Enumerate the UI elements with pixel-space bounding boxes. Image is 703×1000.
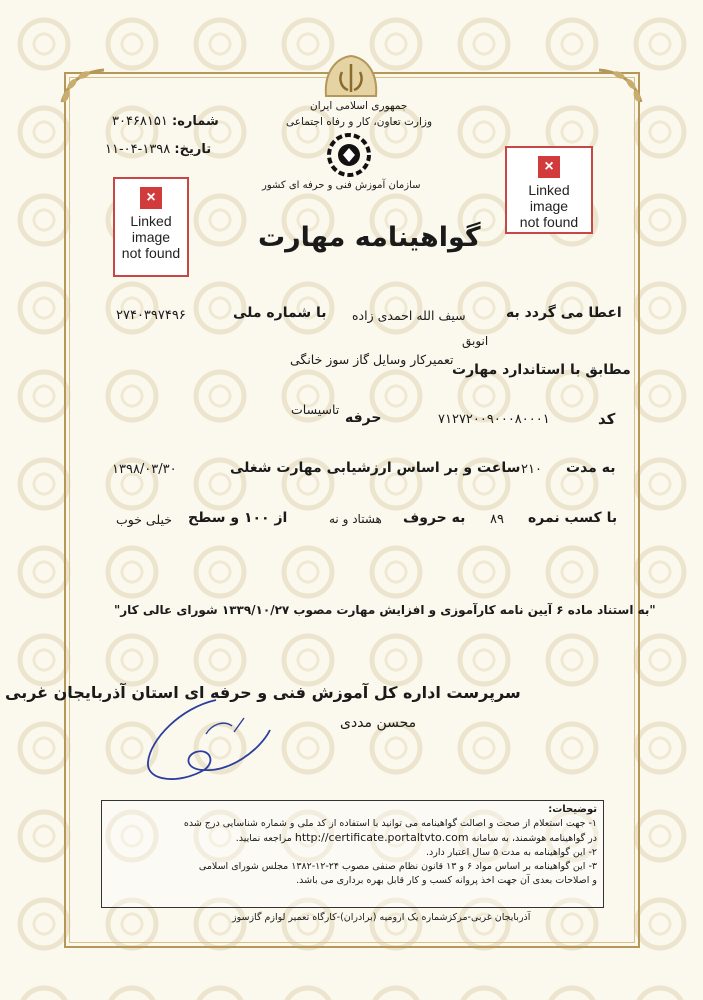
signatory-name: محسن مددی [340, 715, 417, 731]
broken-text-3: not found [519, 214, 579, 230]
awarded-to-label: اعطا می گردد به [506, 305, 622, 321]
notes-line-2b: مراجعه نمایید. [235, 833, 292, 844]
statute-line: "به استناد ماده ۶ آیین نامه کارآموزی و افزایش مهارت مصوب ۱۳۳۹/۱۰/۲۷ شورای عالی کار" [114, 603, 656, 617]
issuing-center: آذربایجان غربی-مرکزشماره یک ارومیه (برادران)-کارگاه تعمیر لوازم گازسوز [232, 912, 531, 923]
duration-label: به مدت [566, 460, 616, 476]
notes-line-3: ۲- این گواهینامه به مدت ۵ سال اعتبار دارد. [426, 847, 597, 858]
awarded-name-line2: انوبق [462, 334, 489, 348]
number-label: شماره: [172, 114, 219, 129]
tvto-logo-icon [325, 132, 373, 178]
broken-text-3: not found [121, 245, 181, 261]
header-organization: سازمان آموزش فنی و حرفه ای کشور [262, 180, 421, 191]
duration-value: ۲۱۰ [521, 462, 542, 477]
broken-image-icon: × [140, 187, 162, 209]
broken-photo-placeholder-left [113, 177, 189, 277]
national-id-value: ۲۷۴۰۳۹۷۴۹۶ [116, 308, 186, 323]
iran-emblem-icon [322, 52, 380, 100]
verification-url: http://certificate.portaltvto.com [294, 831, 469, 844]
notes-line-2a: در گواهینامه هوشمند، به سامانه [471, 833, 597, 844]
notes-line-1: ۱- جهت استعلام از صحت و اصالت گواهینامه می توانید با استفاده از کد ملی و شماره شناسایی درج شده [183, 818, 597, 829]
standard-label: مطابق با استاندارد مهارت [452, 362, 631, 378]
assessment-date: ۱۳۹۸/۰۳/۳۰ [112, 462, 177, 477]
certificate-number [112, 114, 219, 129]
code-label: کد [598, 410, 616, 428]
code-value: ۷۱۲۷۲۰۰۹۰۰۰۸۰۰۰۱ [438, 412, 550, 427]
letters-label: به حروف [403, 510, 466, 526]
standard-value: تعمیرکار وسایل گاز سوز خانگی [290, 352, 454, 367]
awarded-name: سیف الله احمدی زاده [352, 308, 466, 323]
score-value: ۸۹ [490, 512, 504, 527]
national-id-label: با شماره ملی [233, 305, 327, 321]
score-label: با کسب نمره [528, 510, 618, 526]
trade-label: حرفه [345, 410, 382, 426]
broken-text-1: Linked [528, 182, 570, 198]
date-value: ۱۳۹۸-۰۴-۱۱ [105, 142, 171, 157]
broken-image-icon: × [538, 156, 560, 178]
notes-line-4: ۳- این گواهینامه بر اساس مواد ۶ و ۱۳ قانون نظام صنفی مصوب ۲۴-۱۲-۱۳۸۲ مجلس شورای اسلامی [198, 861, 597, 872]
notes-line-5: و اصلاحات بعدی آن جهت اخذ پروانه کسب و کار قابل بهره برداری می باشد. [296, 875, 597, 886]
corner-ornament-left-icon [58, 64, 110, 108]
header-country: جمهوری اسلامی ایران [310, 100, 408, 112]
signatory-title: سرپرست اداره کل آموزش فنی و حرفه ای استان آذربایجان غربی [5, 683, 521, 702]
notes-line-2 [108, 831, 597, 846]
level-value: خیلی خوب [116, 512, 172, 527]
broken-photo-placeholder-right [505, 146, 593, 234]
corner-ornament-right-icon [593, 64, 645, 108]
broken-text-2: image [529, 198, 569, 214]
date-label: تاریخ: [174, 142, 212, 157]
header-ministry: وزارت تعاون، کار و رفاه اجتماعی [286, 116, 433, 128]
of-hundred-label: از ۱۰۰ و سطح [188, 510, 288, 526]
letters-value: هشتاد و نه [329, 512, 382, 526]
trade-value: تاسیسات [291, 402, 340, 417]
notes-box [101, 800, 604, 908]
certificate-date [105, 142, 211, 157]
broken-text-2: image [131, 229, 171, 245]
notes-title: توضیحات: [548, 804, 597, 815]
certificate-title: گواهینامه مهارت [258, 222, 481, 253]
signature-icon [120, 690, 280, 790]
hours-label: ساعت و بر اساس ارزشیابی مهارت شغلی [230, 460, 521, 476]
number-value: ۳۰۴۶۸۱۵۱ [112, 114, 168, 129]
broken-text-1: Linked [130, 213, 172, 229]
